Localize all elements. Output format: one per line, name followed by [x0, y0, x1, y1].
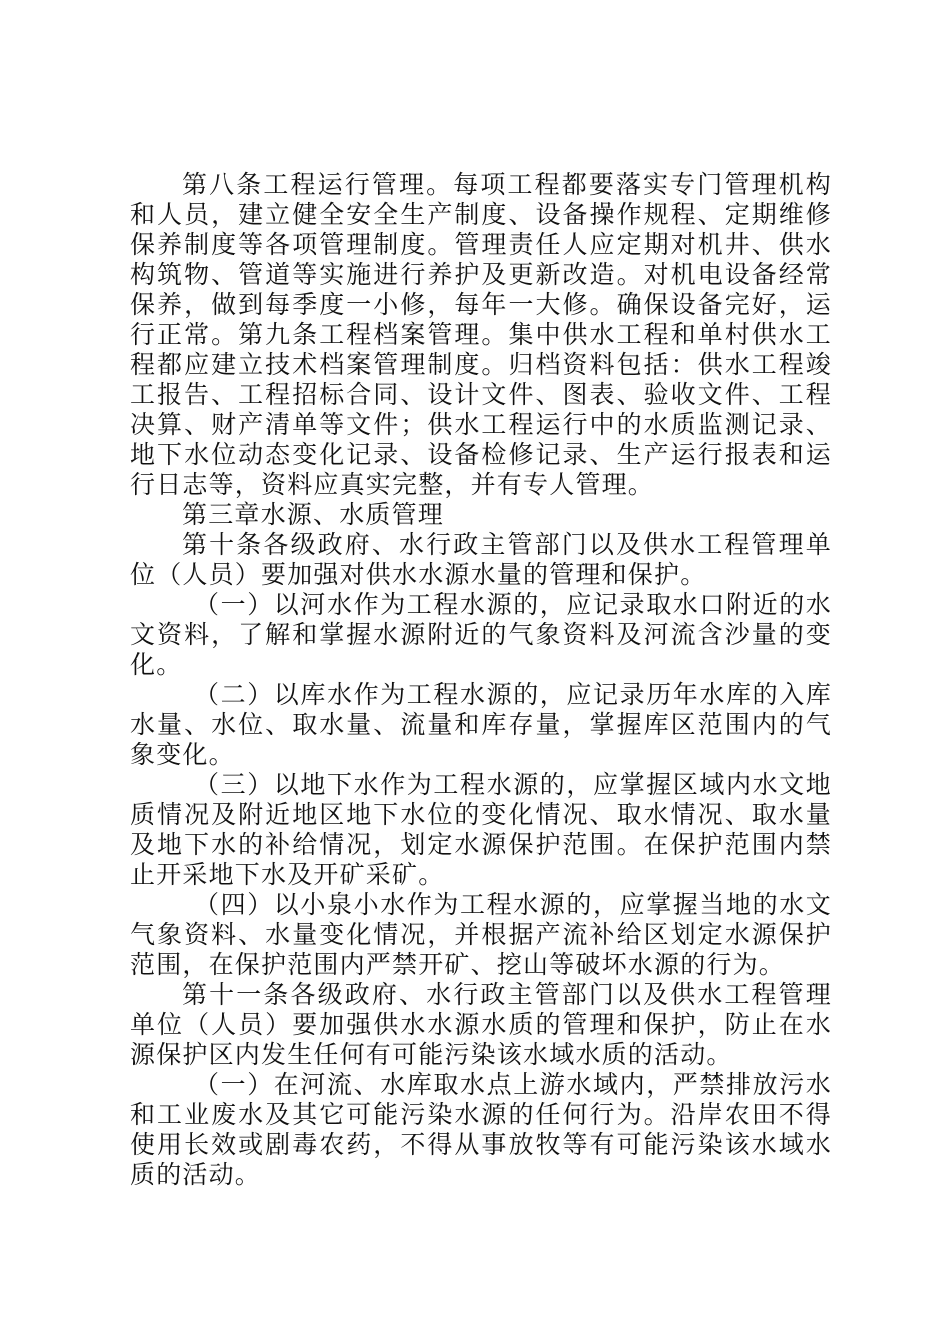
- item-4-spring-paragraph: （四）以小泉小水作为工程水源的，应掌握当地的水文气象资料、水量变化情况，并根据产流补给区划定水源保护范围，在保护范围内严禁开矿、挖山等破坏水源的行为。: [130, 890, 832, 979]
- item-3-groundwater-paragraph: （三）以地下水作为工程水源的，应掌握区域内水文地质情况及附近地区地下水位的变化情况、取水情况、取水量及地下水的补给情况，划定水源保护范围。在保护范围内禁止开采地下水及开矿采矿。: [130, 770, 832, 889]
- article-8-9-paragraph: 第八条工程运行管理。每项工程都要落实专门管理机构和人员，建立健全安全生产制度、设备操作规程、定期维修保养制度等各项管理制度。管理责任人应定期对机井、供水构筑物、管道等实施进行养护及更新改造。对机电设备经常保养，做到每季度一小修，每年一大修。确保设备完好，运行正常。第九条工程档案管理。集中供水工程和单村供水工程都应建立技术档案管理制度。归档资料包括：供水工程竣工报告、工程招标合同、设计文件、图表、验收文件、工程决算、财产清单等文件；供水工程运行中的水质监测记录、地下水位动态变化记录、设备检修记录、生产运行报表和运行日志等，资料应真实完整，并有专人管理。: [130, 170, 832, 499]
- item-1-river-paragraph: （一）以河水作为工程水源的，应记录取水口附近的水文资料，了解和掌握水源附近的气象资料及河流含沙量的变化。: [130, 590, 832, 679]
- chapter-3-heading: 第三章水源、水质管理: [182, 500, 445, 529]
- article-11-paragraph: 第十一条各级政府、水行政主管部门以及供水工程管理单位（人员）要加强供水水源水质的管理和保护，防止在水源保护区内发生任何有可能污染该水域水质的活动。: [130, 980, 832, 1069]
- item-1-pollution-paragraph: （一）在河流、水库取水点上游水域内，严禁排放污水和工业废水及其它可能污染水源的任何行为。沿岸农田不得使用长效或剧毒农药，不得从事放牧等有可能污染该水域水质的活动。: [130, 1070, 832, 1189]
- document-body: [130, 170, 832, 1190]
- article-10-paragraph: 第十条各级政府、水行政主管部门以及供水工程管理单位（人员）要加强对供水水源水量的管理和保护。: [130, 530, 832, 589]
- item-2-reservoir-paragraph: （二）以库水作为工程水源的，应记录历年水库的入库水量、水位、取水量、流量和库存量，掌握库区范围内的气象变化。: [130, 680, 832, 769]
